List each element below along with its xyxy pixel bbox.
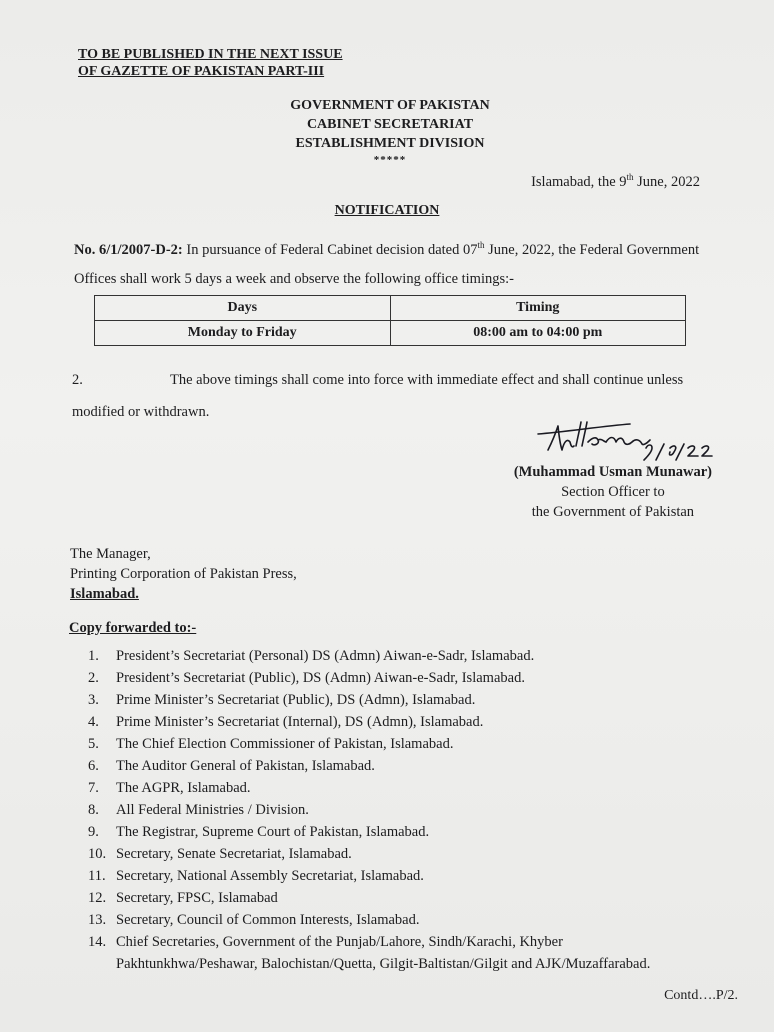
list-item [88,799,668,821]
list-item [88,931,668,975]
timings-table [94,295,686,346]
dateline-superscript: th [626,172,634,182]
list-item-number: 9. [88,824,99,840]
signature-block [514,462,712,522]
list-item [88,821,668,843]
list-item-number: 2. [88,670,99,686]
list-item-number: 11. [88,868,106,884]
list-item-text: The Registrar, Supreme Court of Pakistan, Islamabad. [116,824,430,840]
list-item-number: 14. [88,934,107,950]
list-item [88,711,668,733]
list-item [88,689,668,711]
list-item-text: President’s Secretariat (Personal) DS (Admn) Aiwan-e-Sadr, Islamabad. [116,648,535,664]
dateline-suffix: June, 2022 [633,173,700,190]
signatory-designation: Section Officer to [561,484,665,500]
recipients-list [88,645,668,975]
list-item-text: Prime Minister’s Secretariat (Public), DS (Admn), Islamabad. [116,692,476,708]
handwritten-signature [534,412,744,466]
paragraph-2-text: The above timings shall come into force with immediate effect and shall continue unless modified or withdrawn. [72,372,684,420]
list-item-text: President’s Secretariat (Public), DS (Admn) Aiwan-e-Sadr, Islamabad. [116,670,525,686]
letterhead-stars: ***** [373,154,407,166]
notification-superscript: th [477,240,485,250]
list-item-text: The Auditor General of Pakistan, Islamabad. [116,758,375,774]
timings-cell-days: Monday to Friday [95,321,391,346]
addressee-block [70,544,297,604]
list-item-number: 5. [88,736,99,752]
gazette-notice [78,46,343,80]
letterhead-government: GOVERNMENT OF PAKISTAN [290,98,490,113]
list-item-number: 12. [88,890,107,906]
letterhead-secretariat: CABINET SECRETARIAT [306,117,474,132]
list-item-number: 7. [88,780,99,796]
list-item [88,777,668,799]
list-item [88,865,668,887]
list-item-text: The Chief Election Commissioner of Pakistan, Islamabad. [116,736,454,752]
signatory-name: (Muhammad Usman Munawar) [513,464,712,480]
list-item [88,887,668,909]
list-item-number: 10. [88,846,107,862]
list-item [88,909,668,931]
addressee-line1: The Manager, [70,546,151,562]
list-item-text: The AGPR, Islamabad. [116,780,251,796]
list-item-number: 3. [88,692,99,708]
gazette-notice-line1: TO BE PUBLISHED IN THE NEXT ISSUE [78,47,343,62]
paragraph-2-number: 2. [72,372,83,388]
list-item [88,733,668,755]
notification-text-part2: June, 2022, the Federal Government Offices shall work 5 days a week and observe the following office timings:- [74,241,700,287]
timings-table-header-row [95,296,686,321]
list-item-text: Chief Secretaries, Government of the Punjab/Lahore, Sindh/Karachi, Khyber Pakhtunkhwa/Peshawar, Balochistan/Quetta, Gilgit-Baltistan/Gilgit and AJK/Muzaffarabad. [116,934,651,972]
timings-header-days: Days [95,296,391,321]
addressee-line2: Printing Corporation of Pakistan Press, [70,566,297,582]
list-item [88,645,668,667]
list-item-number: 1. [88,648,99,664]
list-item-number: 4. [88,714,99,730]
list-item-number: 6. [88,758,99,774]
list-item [88,667,668,689]
list-item-text: Secretary, FPSC, Islamabad [116,890,278,906]
dateline [531,172,700,191]
list-item-number: 8. [88,802,99,818]
dateline-prefix: Islamabad, the 9 [531,173,627,190]
table-row [95,321,686,346]
timings-header-timing: Timing [390,296,686,321]
notification-title: NOTIFICATION [334,203,440,218]
signatory-organization: the Government of Pakistan [531,504,695,520]
continued-marker: Contd….P/2. [664,988,738,1003]
letterhead-division: ESTABLISHMENT DIVISION [295,136,485,151]
list-item-text: All Federal Ministries / Division. [116,802,309,818]
notification-text-part1: In pursuance of Federal Cabinet decision dated 07 [182,241,478,258]
list-item-number: 13. [88,912,107,928]
gazette-notice-line2: OF GAZETTE OF PAKISTAN PART-III [78,64,325,79]
list-item-text: Secretary, Senate Secretariat, Islamabad. [116,846,352,862]
list-item-text: Secretary, Council of Common Interests, Islamabad. [116,912,420,928]
timings-cell-timing: 08:00 am to 04:00 pm [390,321,686,346]
notification-paragraph [74,231,714,294]
notification-number: No. 6/1/2007-D-2: [74,241,183,258]
list-item [88,755,668,777]
list-item-text: Secretary, National Assembly Secretariat, Islamabad. [116,868,424,884]
list-item-text: Prime Minister’s Secretariat (Internal), DS (Admn), Islamabad. [116,714,484,730]
list-item [88,843,668,865]
copy-forwarded-heading: Copy forwarded to:- [69,620,197,636]
letterhead [240,96,540,167]
addressee-line3: Islamabad. [70,586,139,602]
